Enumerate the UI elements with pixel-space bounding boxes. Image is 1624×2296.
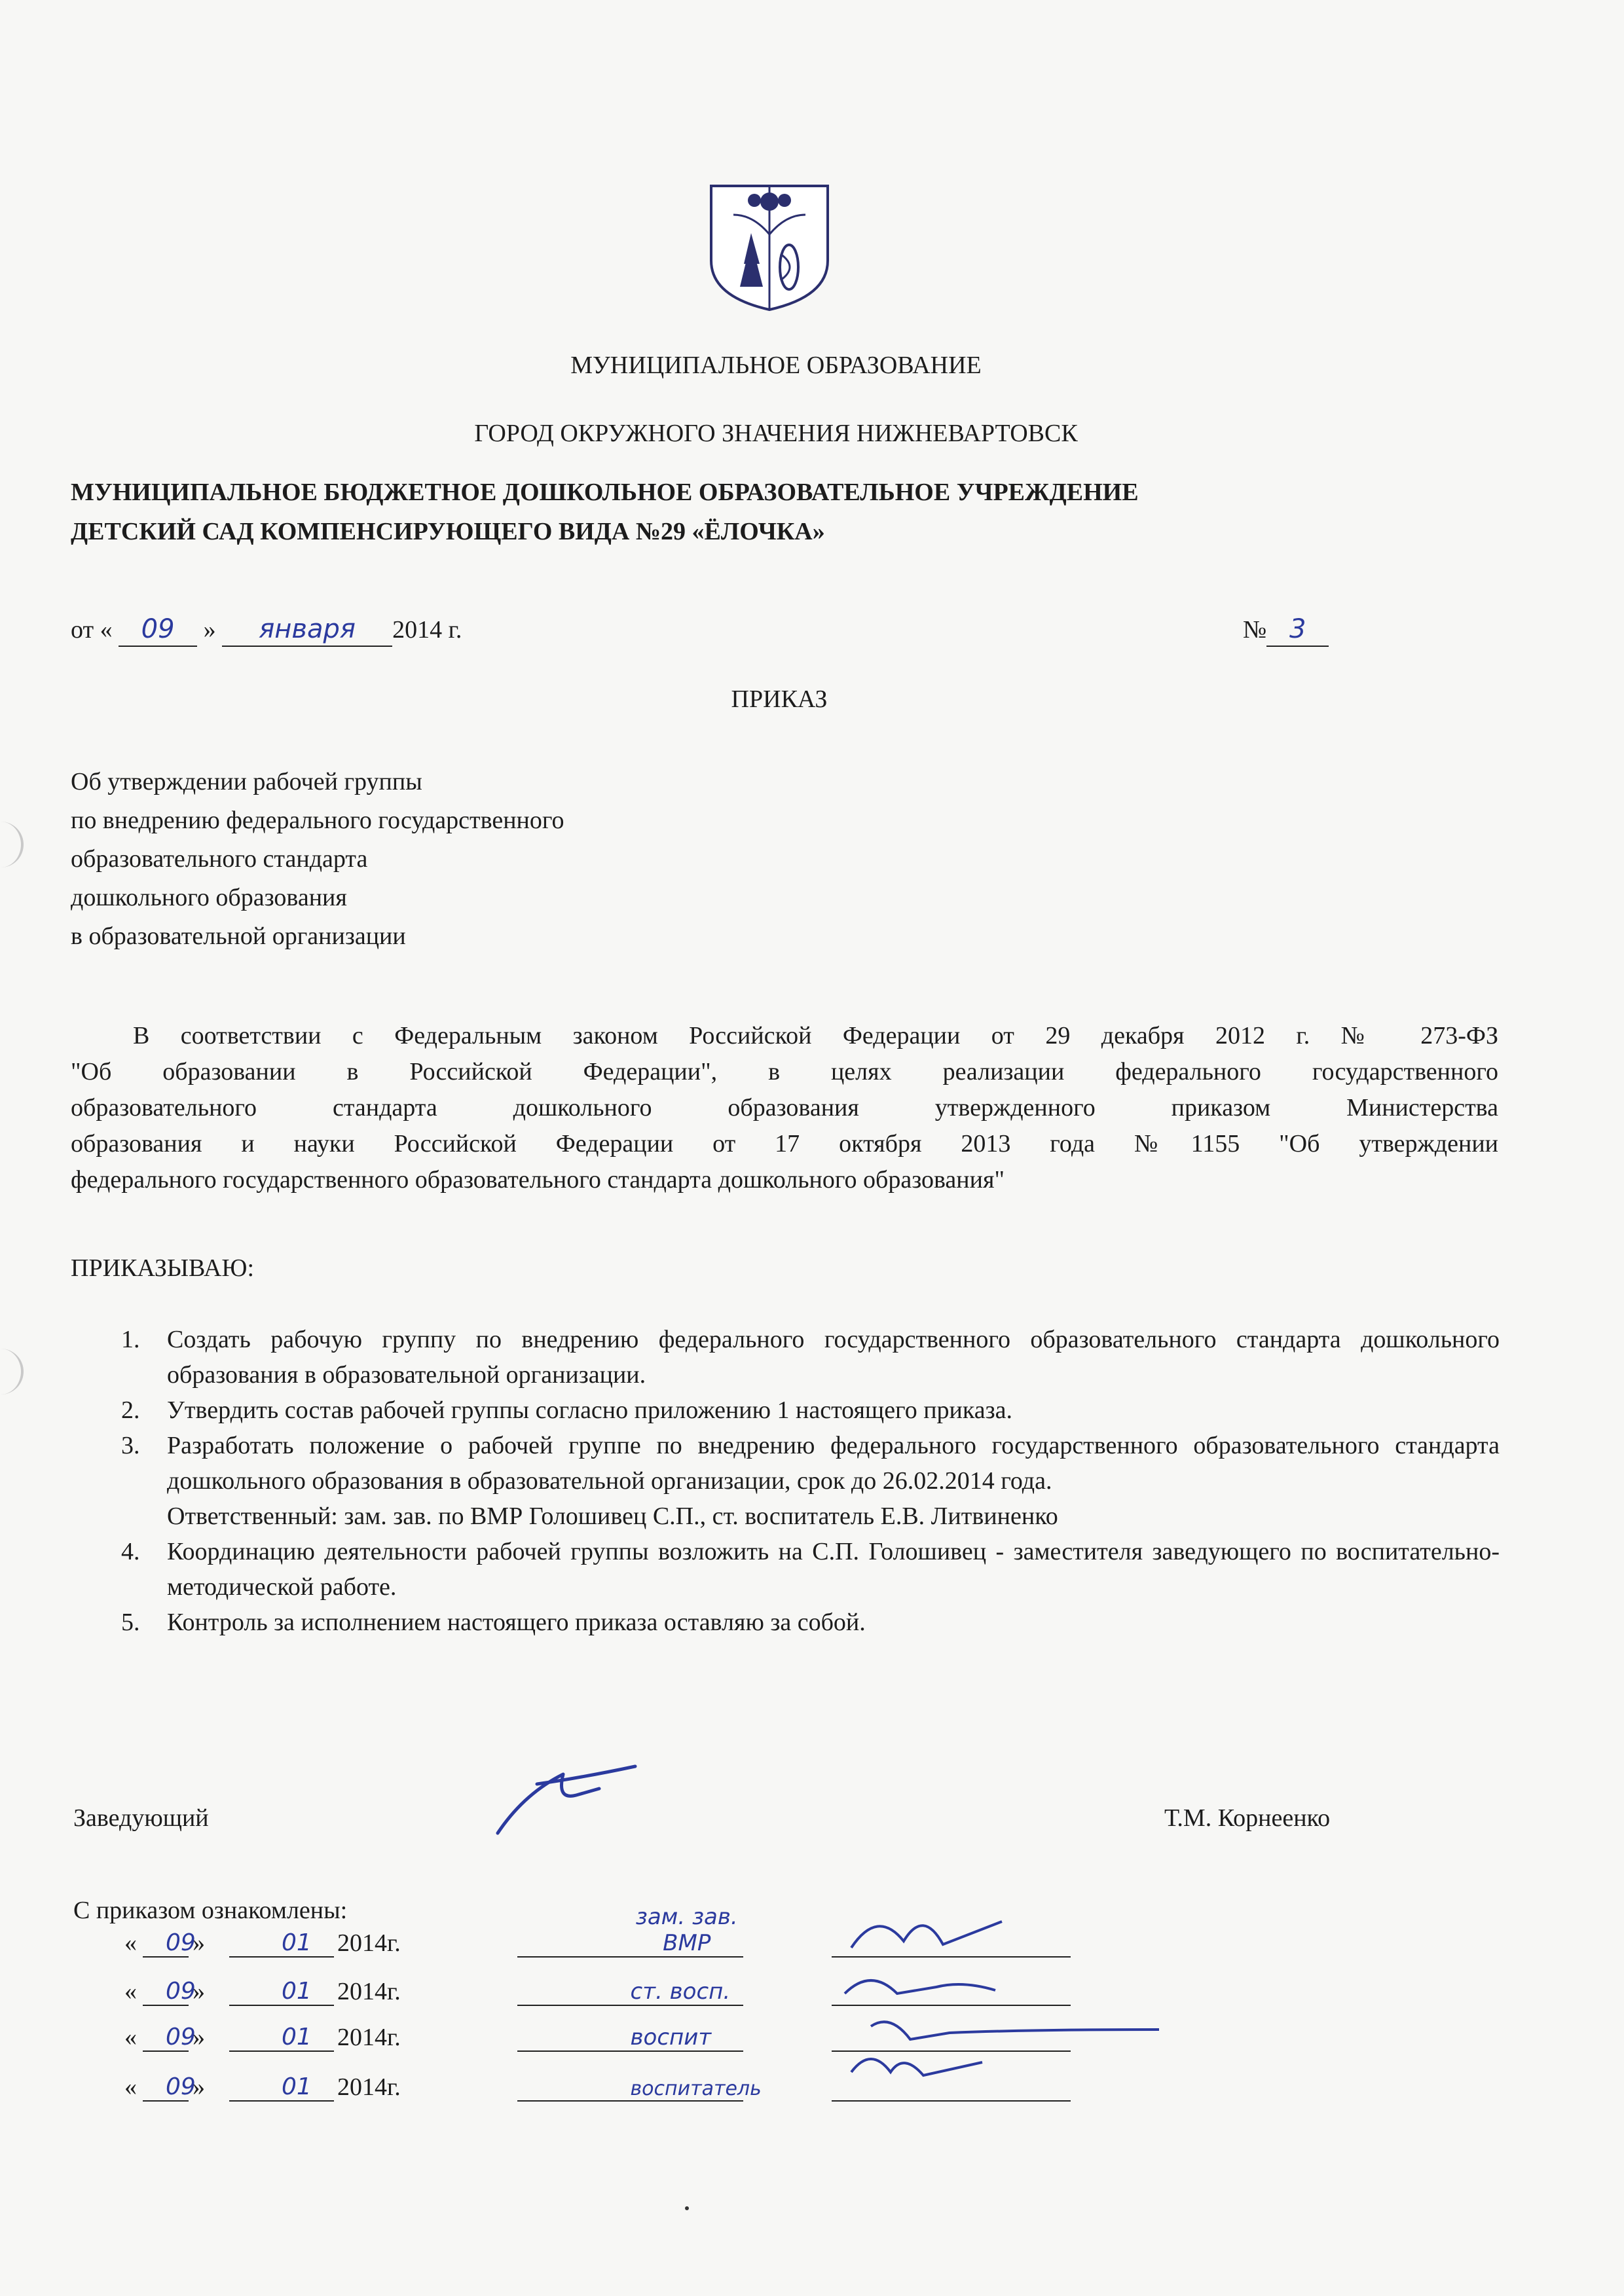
signer-name: Т.М. Корнеенко — [1164, 1804, 1331, 1832]
list-item: 2. Утвердить состав рабочей группы согласно приложению 1 настоящего приказа. — [121, 1396, 1012, 1424]
org-line-2: ГОРОД ОКРУЖНОГО ЗНАЧЕНИЯ НИЖНЕВАРТОВСК — [474, 420, 1078, 447]
subject-line: Об утверждении рабочей группы — [71, 768, 422, 795]
subject-line: в образовательной организации — [71, 922, 406, 950]
list-item: 1. Создать рабочую группу по внедрению федерального государственного образовательного стандарта дошкольного образования в образовательной организации. — [121, 1326, 1500, 1389]
acknowledgement-signatures-icon — [832, 1895, 1172, 2092]
acknowledgement-label: С приказом ознакомлены: — [73, 1897, 348, 1924]
date-year: 2014 г. — [392, 616, 462, 644]
institution-line-2: ДЕТСКИЙ САД КОМПЕНСИРУЮЩЕГО ВИДА №29 «ЁЛОЧКА» — [71, 518, 825, 545]
preamble-line: образовательного стандарта дошкольного образования утвержденного приказом Министерства — [71, 1094, 1498, 1122]
order-items — [105, 1322, 1500, 1641]
close-quote: » — [203, 616, 216, 644]
date-month: января — [259, 614, 356, 644]
signature-mark-icon — [485, 1755, 642, 1846]
city-emblem-icon — [707, 182, 832, 313]
order-number — [1243, 613, 1329, 647]
list-item: 4. Координацию деятельности рабочей группы возложить на С.П. Голошивец - заместителя заведующего по воспитательно-методической работе. — [121, 1537, 1500, 1601]
order-word: ПРИКАЗЫВАЮ: — [71, 1254, 255, 1282]
acknowledgement-row: « 09 » 01 2014г. воспит — [124, 2013, 1172, 2052]
subject-line: дошкольного образования — [71, 883, 347, 911]
punch-hole — [0, 822, 24, 867]
number-value: 3 — [1289, 614, 1306, 644]
list-item: 3. Разработать положение о рабочей группе по внедрению федерального государственного образовательного стандарта дошкольного образования в образовательной организации, срок до 26.02.2014 года. — [121, 1431, 1500, 1495]
subject-line: по внедрению федерального государственного — [71, 806, 564, 834]
preamble-line: федерального государственного образовательного стандарта дошкольного образования" — [71, 1166, 1005, 1194]
signer-title: Заведующий — [73, 1804, 209, 1832]
acknowledgement-row: « 09 » 01 2014г. зам. зав. ВМР — [124, 1918, 1172, 1958]
page-dot — [685, 2206, 689, 2210]
list-item: 5. Контроль за исполнением настоящего приказа оставляю за собой. — [121, 1608, 866, 1636]
subject-block — [71, 763, 564, 955]
acknowledgement-row: « 09 » 01 2014г. воспитатель — [124, 2062, 1172, 2102]
open-quote: « — [100, 616, 113, 644]
date-line — [71, 613, 462, 647]
preamble — [71, 1018, 1498, 1198]
acknowledgement-row: « 09 » 01 2014г. ст. восп. — [124, 1967, 1172, 2006]
number-label: № — [1243, 616, 1267, 644]
preamble-line: В соответствии с Федеральным законом Российской Федерации от 29 декабря 2012 г. № 273-ФЗ — [133, 1022, 1498, 1049]
punch-hole — [0, 1349, 24, 1394]
institution-line-1: МУНИЦИПАЛЬНОЕ БЮДЖЕТНОЕ ДОШКОЛЬНОЕ ОБРАЗОВАТЕЛЬНОЕ УЧРЕЖДЕНИЕ — [71, 479, 1139, 506]
preamble-line: образования и науки Российской Федерации от 17 октября 2013 года №1155 "Об утверждении — [71, 1130, 1498, 1158]
responsible-line: Ответственный: зам. зав. по ВМР Голошивец С.П., ст. воспитатель Е.В. Литвиненко — [167, 1502, 1058, 1530]
date-day: 09 — [141, 614, 175, 644]
preamble-line: "Об образовании в Российской Федерации", в целях реализации федерального государственного — [71, 1058, 1498, 1086]
subject-line: образовательного стандарта — [71, 845, 368, 873]
doc-type-title: ПРИКАЗ — [731, 685, 828, 713]
date-prefix: от — [71, 616, 94, 644]
org-line-1: МУНИЦИПАЛЬНОЕ ОБРАЗОВАНИЕ — [570, 352, 982, 379]
